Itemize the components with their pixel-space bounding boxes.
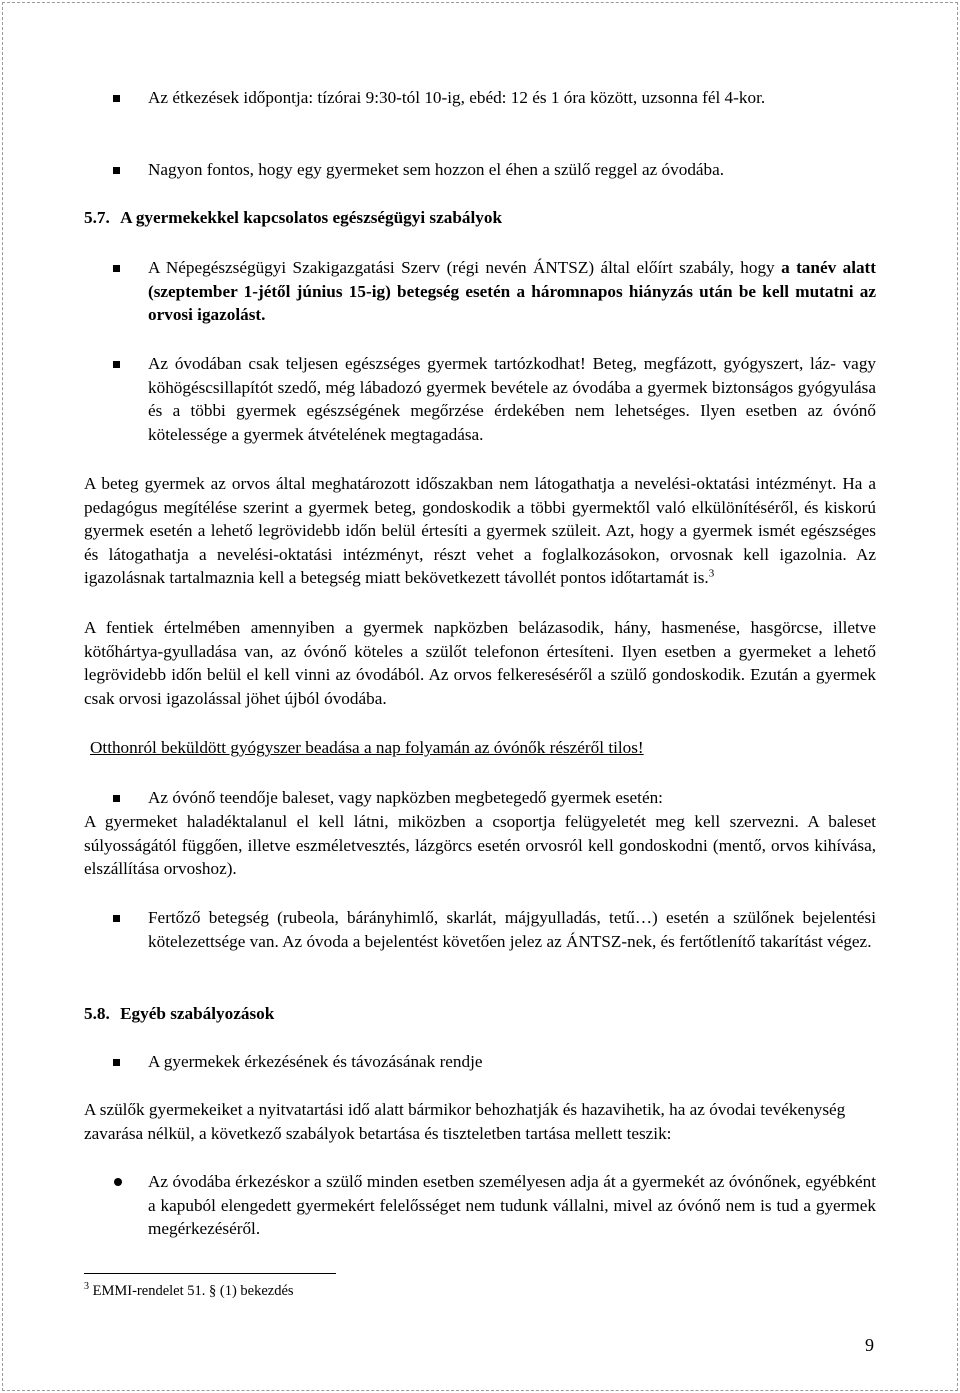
arrival-departure-item (84, 1050, 876, 1074)
arrival-departure-text: A gyermekek érkezésének és távozásának rendje (148, 1052, 483, 1071)
handover-item (84, 1170, 876, 1241)
round-bullet-icon (114, 1178, 122, 1186)
square-bullet-icon (113, 265, 120, 272)
square-bullet-icon (113, 795, 120, 802)
footnote-ref: 3 (708, 567, 715, 580)
section-5-8-heading (84, 1002, 876, 1026)
square-bullet-icon (113, 167, 120, 174)
fever-paragraph (84, 616, 876, 710)
section-number: 5.8. (84, 1004, 110, 1023)
infectious-disease-item (84, 906, 876, 953)
medication-warning (84, 736, 876, 760)
accident-paragraph (84, 810, 876, 881)
rule-plain: A Népegészségügyi Szakigazgatási Szerv (régi nevén ÁNTSZ) által előírt szabály, hogy (148, 258, 775, 277)
handover-text: Az óvodába érkezéskor a szülő minden esetben személyesen adja át a gyermekét az óvónőnek, egyébként a kapuból elengedett gyermekért felelősséget nem tudunk vállalni, mivel az óvónő nem is tud a gyermek megérkezéséről. (148, 1172, 876, 1238)
breakfast-text: Nagyon fontos, hogy egy gyermeket sem hozzon el éhen a szülő reggel az óvodába. (148, 160, 725, 179)
footnote-number: 3 (84, 1281, 89, 1293)
square-bullet-icon (113, 915, 120, 922)
healthy-child-text (148, 352, 876, 446)
healthy-child-item (84, 352, 876, 446)
sick-child-paragraph (84, 472, 876, 590)
rule2-lead: Az óvodában csak teljesen egészséges gyermek tartózkodhat! (148, 354, 586, 373)
breakfast-item (84, 158, 876, 182)
square-bullet-icon (113, 95, 120, 102)
accident-item (84, 786, 876, 810)
para1-text: A beteg gyermek az orvos által meghatározott időszakban nem látogathatja a nevelési-oktatási intézményt. Ha a pedagógus megítélése szerint a gyermek beteg, gondoskodik a többi gyermektől való elkülönítéséről, és kiskorú gyermek esetén a lehető legrövidebb időn belül értesíti a gyermek szüleit. Azt, hogy a gyermek ismét egészséges és látogathatja a nevelési-oktatási intézményt, részt vehet a foglalkozásokon, orvosnak kell igazolnia. Az igazolásnak tartalmaznia kell a betegség miatt bekövetkezett távollét pontos időtartamát is. (84, 474, 876, 587)
meal-times-item (84, 86, 876, 110)
footnote-separator (84, 1273, 336, 1274)
rule-bold: a tanév alatt (szeptember 1-jétől június 15-ig) betegség esetén a háromnapos hiányzás után be kell mutatni az orvosi igazolást. (148, 258, 877, 324)
parents-paragraph (84, 1098, 876, 1145)
absence-rule-text (148, 256, 876, 327)
meal-times-text: Az étkezések időpontja: tízórai 9:30-tól 10-ig, ebéd: 12 és 1 óra között, uzsonna fél 4-kor. (148, 88, 766, 107)
page-number: 9 (865, 1335, 874, 1355)
footnote (84, 1283, 294, 1300)
square-bullet-icon (113, 361, 120, 368)
section-title: Egyéb szabályozások (120, 1004, 275, 1023)
section-title: A gyermekekkel kapcsolatos egészségügyi szabályok (120, 208, 503, 227)
rule2-rest: Beteg, megfázott, gyógyszert, láz- vagy köhögéscsillapítót szedő, még lábadozó gyermek bevétele az óvodába a gyermek biztonságos gyógyulása és a többi gyermek egészségének megőrzése érdekében nem lehetséges. Ilyen esetben az óvónő kötelessége a gyermek átvételének megtagadása. (148, 354, 877, 444)
para2-text: A fentiek értelmében amennyiben a gyermek napközben belázasodik, hány, hasmenése, hasgörcse, illetve kötőhártya-gyulladása van, az óvónő köteles a szülőt telefonon értesíteni. Ilyen esetben a gyermeket a lehető legrövidebb időn belül el kell vinni az óvodából. Az orvos felkereséséről a szülő gondoskodik. Ezután a gyermek csak orvosi igazolással jöhet újból óvodába. (84, 618, 876, 708)
square-bullet-icon (113, 1059, 120, 1066)
medication-warning-text: Otthonról beküldött gyógyszer beadása a nap folyamán az óvónők részéről tilos! (90, 738, 644, 757)
absence-rule-item (84, 256, 876, 327)
para3-text: A gyermeket haladéktalanul el kell látni, miközben a csoportja felügyeletét meg kell szervezni. A baleset súlyosságától függően, illetve eszméletvesztés, lázgörcs esetén orvosról kell gondoskodni (mentő, orvos kihívása, elszállítása orvoshoz). (84, 812, 876, 878)
accident-text: Az óvónő teendője baleset, vagy napközben megbetegedő gyermek esetén: (148, 788, 663, 807)
footnote-text: EMMI-rendelet 51. § (1) bekezdés (92, 1283, 294, 1299)
section-number: 5.7. (84, 208, 110, 227)
para-5-8-text: A szülők gyermekeiket a nyitvatartási idő alatt bármikor behozhatják és hazavihetik, ha az óvodai tevékenység zavarása nélkül, a következő szabályok betartása és tiszteletben tartása mellett teszik: (84, 1100, 846, 1143)
section-5-7-heading (84, 206, 876, 230)
infectious-disease-text: Fertőző betegség (rubeola, bárányhimlő, skarlát, májgyulladás, tetű…) esetén a szülőnek bejelentési kötelezettsége van. Az óvoda a bejelentést követően jelez az ÁNTSZ-nek, és fertőtlenítő takarítást végez. (148, 908, 876, 951)
